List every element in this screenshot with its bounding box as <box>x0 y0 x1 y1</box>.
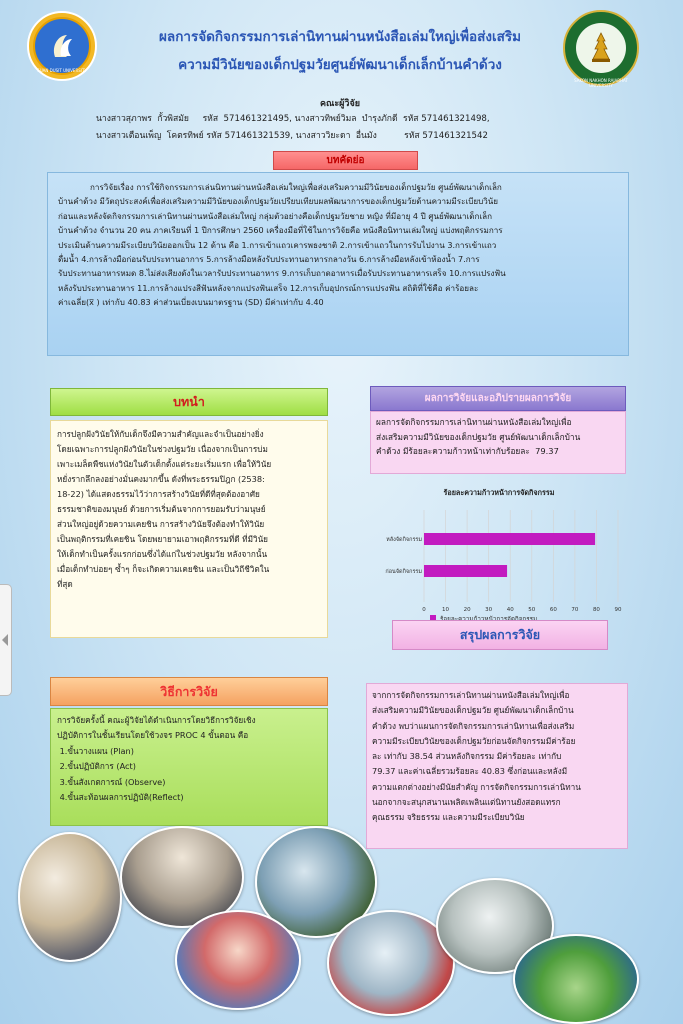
conclusion-line: จากการจัดกิจกรรมการเล่านิทานผ่านหนังสือเล่มใหญ่เพื่อ <box>372 690 570 700</box>
abstract-line: ก่อนและหลังจัดกิจกรรมการเล่านิทานผ่านหนังสือเล่มใหญ่ กลุ่มตัวอย่างคือเด็กปฐมวัยชาย หญิง ที่มีอายุ 4 ปี ศูนย์พัฒนาเด็กเล็ก <box>58 210 493 221</box>
method-line: 2.ขั้นปฏิบัติการ (Act) <box>57 761 136 772</box>
bar-chart <box>368 482 630 634</box>
university-emblem-icon <box>45 29 79 63</box>
x-tick-label: 20 <box>463 607 471 613</box>
abstract-heading: บทคัดย่อ <box>273 151 418 170</box>
intro-line: โดยเฉพาะการปลูกฝังวินัยในช่วงปฐมวัย เนื่องจากเป็นการบ่ม <box>57 444 268 454</box>
intro-line: เพาะเมล็ดพืชแห่งวินัยในตัวเด็กตั้งแต่ระยะเริ่มแรก เพื่อให้วินัย <box>57 459 272 469</box>
y-category-label: หลังจัดกิจกรรม <box>386 537 422 543</box>
x-tick-label: 40 <box>506 607 514 613</box>
left-logo-text: SUAN DUSIT UNIVERSITY <box>37 68 87 73</box>
abstract-line: หลังรับประทานอาหาร 11.การล้างแปรงสีฟันหลังจากแปรงฟันเสร็จ 12.การเก็บอุปกรณ์การแปรงฟัน สถิติที่ใช้คือ ค่าร้อยละ <box>58 282 479 293</box>
intro-line: หยั่งรากลึกลงอย่างมั่นคงมากขึ้น ดังที่พระธรรมปิฎก (2538: <box>57 474 265 484</box>
method-line: ปฏิบัติการในชั้นเรียนโดยใช้วงจร PROC 4 ขั้นตอน คือ <box>57 730 249 741</box>
method-line: 1.ขั้นวางแผน (Plan) <box>57 745 134 756</box>
abstract-text <box>58 180 618 310</box>
conclusion-heading: สรุปผลการวิจัย <box>392 620 608 650</box>
conclusion-line: ความมีระเบียบวินัยของเด็กปฐมวัยก่อนจัดกิจกรรมมีค่าร้อย <box>372 735 576 746</box>
x-tick-label: 80 <box>592 607 600 613</box>
conclusion-line: คำด้วง พบว่าแผนการจัดกิจกรรมการเล่านิทานเพื่อส่งเสริม <box>372 720 575 731</box>
method-text <box>57 713 321 806</box>
x-tick-label: 90 <box>614 607 622 613</box>
conclusion-line: 79.37 และค่าเฉลี่ยรวมร้อยละ 40.83 ซึ่งก่อนและหลังมี <box>372 766 568 777</box>
method-box <box>50 708 328 826</box>
method-line: 3.ขั้นสังเกตการณ์ (Observe) <box>57 776 166 787</box>
x-tick-label: 60 <box>549 607 557 613</box>
abstract-line: บ้านคำด้วง มีวัตถุประสงค์เพื่อส่งเสริมความมีวินัยของเด็กปฐมวัยเปรียบเทียบผลพัฒนาการของเด็กปฐมวัยด้านความมีระเบียบวินัย <box>58 196 499 207</box>
results-line: ผลการจัดกิจกรรมการเล่านิทานผ่านหนังสือเล่มใหญ่เพื่อ <box>376 417 572 427</box>
conclusion-line: นอกจากจะสนุกสนานเพลิดเพลินแต่นิทานยังสอดแทรก <box>372 796 561 807</box>
x-tick-label: 0 <box>422 607 426 613</box>
conclusion-line: ความแตกต่างอย่างมีนัยสำคัญ การจัดกิจกรรมการเล่านิทาน <box>372 781 581 792</box>
intro-line: ธรรมชาติของมนุษย์ ด้วยการเริ่มต้นจากการยอมรับว่ามนุษย์ <box>57 504 266 514</box>
abstract-box <box>47 172 629 356</box>
intro-line: เป็นพฤติกรรมที่เคยชิน โดยพยายามเอาพฤติกรรมที่ดี ที่มีวินัย <box>57 534 268 544</box>
abstract-line: บ้านคำด้วง จำนวน 20 คน ภาคเรียนที่ 1 ปีการศึกษา 2560 เครื่องมือที่ใช้ในการวิจัยคือ หนังสือนิทานเล่มใหญ่ แบ่งพฤติกรรมการ <box>58 225 503 236</box>
sakon-nakhon-logo <box>563 10 639 86</box>
results-line: ส่งเสริมความมีวินัยของเด็กปฐมวัย ศูนย์พัฒนาเด็กเล็กบ้าน <box>376 431 581 442</box>
x-tick-label: 10 <box>442 607 450 613</box>
intro-line: ที่สุด <box>57 579 73 589</box>
results-text <box>376 415 620 459</box>
photo-kids-group <box>175 910 301 1010</box>
conclusion-text <box>372 688 622 825</box>
intro-box <box>50 420 328 638</box>
authors-line-1: นางสาวสุภาพร กั้วพิสมัย รหัส 571461321495, นางสาวทิพย์วิมล บำรุงภักดี รหัส 571461321498, <box>96 114 490 124</box>
method-line: 4.ขั้นสะท้อนผลการปฏิบัติ(Reflect) <box>57 792 184 803</box>
abstract-line: การวิจัยเรื่อง การใช้กิจกรรมการเล่นนิทานผ่านหนังสือเล่มใหญ่เพื่อส่งเสริมความมีวินัยของเด็กปฐมวัย ศูนย์พัฒนาเด็กเล็ก <box>90 182 502 192</box>
poster-title-line-1: ผลการจัดกิจกรรมการเล่านิทานผ่านหนังสือเล่มใหญ่เพื่อส่งเสริม <box>159 29 521 45</box>
abstract-line: ค่าเฉลี่ย(x̅ ) เท่ากับ 40.83 ค่าส่วนเบี่ยงเบนมาตรฐาน (SD) มีค่าเท่ากับ 4.40 <box>58 297 324 308</box>
photo-flag-line <box>513 934 639 1024</box>
bar <box>424 565 507 577</box>
results-heading: ผลการวิจัยและอภิปรายผลการวิจัย <box>370 386 626 411</box>
poster-title-line-2: ความมีวินัยของเด็กปฐมวัยศูนย์พัฒนาเด็กเล็กบ้านคำด้วง <box>178 57 502 73</box>
intro-line: ส่วนใหญ่อยู่ด้วยความเคยชิน การสร้างวินัยจึงต้องทำให้วินัย <box>57 519 265 529</box>
royal-emblem-icon <box>582 29 620 67</box>
method-line: การวิจัยครั้งนี้ คณะผู้วิจัยได้ดำเนินการโดยวิธีการวิจัยเชิง <box>57 715 256 725</box>
conclusion-line: ละ เท่ากับ 38.54 ส่วนหลังกิจกรรม มีค่าร้อยละ เท่ากับ <box>372 751 562 761</box>
x-tick-label: 50 <box>528 607 536 613</box>
intro-line: ให้เด็กทำเป็นครั้งแรกก่อนซึ่งได้แก่ในช่วงปฐมวัย หลังจากนั้น <box>57 549 268 559</box>
x-tick-label: 70 <box>571 607 579 613</box>
chevron-left-icon <box>2 634 8 646</box>
intro-text <box>57 427 321 592</box>
right-logo-text: SAKON NAKHON RAJABHAT UNIVERSITY <box>574 78 628 88</box>
conclusion-line: คุณธรรม จริยธรรม และความมีระเบียบวินัย <box>372 812 525 822</box>
results-line: คำด้วง มีร้อยละความก้าวหน้าเท่ากับร้อยละ 79.37 <box>376 446 559 457</box>
conclusion-line: ส่งเสริมความมีวินัยของเด็กปฐมวัย ศูนย์พัฒนาเด็กเล็กบ้าน <box>372 705 574 716</box>
results-box <box>370 411 626 474</box>
abstract-line: ประเมินด้านความมีระเบียบวินัยออกเป็น 12 ด้าน คือ 1.การเข้าแถวเคารพธงชาติ 2.การเข้าแถวในการรับไปงาน 3.การเข้าแถว <box>58 239 497 250</box>
chart-title: ร้อยละความก้าวหน้าการจัดกิจกรรม <box>443 488 555 497</box>
intro-line: 18-22) ได้แสดงธรรมไว้ว่าการสร้างวินัยที่ดีที่สุดต้องอาศัย <box>57 489 260 499</box>
intro-line: การปลูกฝังวินัยให้กับเด็กจึงมีความสำคัญและจำเป็นอย่างยิ่ง <box>57 429 264 439</box>
authors-label: คณะผู้วิจัย <box>319 99 361 109</box>
results-chart <box>368 482 630 634</box>
abstract-line: ดื่มน้ำ 4.การล้างมือก่อนรับประทานอาการ 5.การล้างมือหลังรับประทานอาหารกลางวัน 6.การล้างมือหลังเข้าห้องน้ำ 7.การ <box>58 254 480 265</box>
conclusion-box <box>366 683 628 849</box>
intro-heading: บทนำ <box>50 388 328 416</box>
abstract-line: รับประทานอาหารหมด 8.ไม่ส่งเสียงดังในเวลารับประทานอาหาร 9.การเก็บถาดอาหารเมื่อรับประทานอาหารเสร็จ 10.การแปรงฟัน <box>58 268 506 279</box>
authors-line-2: นางสาวเตือนเพ็ญ โคตรทิพย์ รหัส 571461321539, นางสาววิยะดา อื่นมัง รหัส 571461321542 <box>96 131 488 141</box>
x-tick-label: 30 <box>485 607 493 613</box>
intro-line: เมื่อเด็กทำบ่อยๆ ซ้ำๆ ก็จะเกิดความเคยชิน และเป็นวิถีชีวิตใน <box>57 564 270 574</box>
photo-children-classroom <box>18 832 122 962</box>
bar <box>424 533 595 545</box>
y-category-label: ก่อนจัดกิจกรรม <box>385 569 422 575</box>
method-heading: วิธีการวิจัย <box>50 677 328 706</box>
side-tab[interactable] <box>0 584 12 696</box>
